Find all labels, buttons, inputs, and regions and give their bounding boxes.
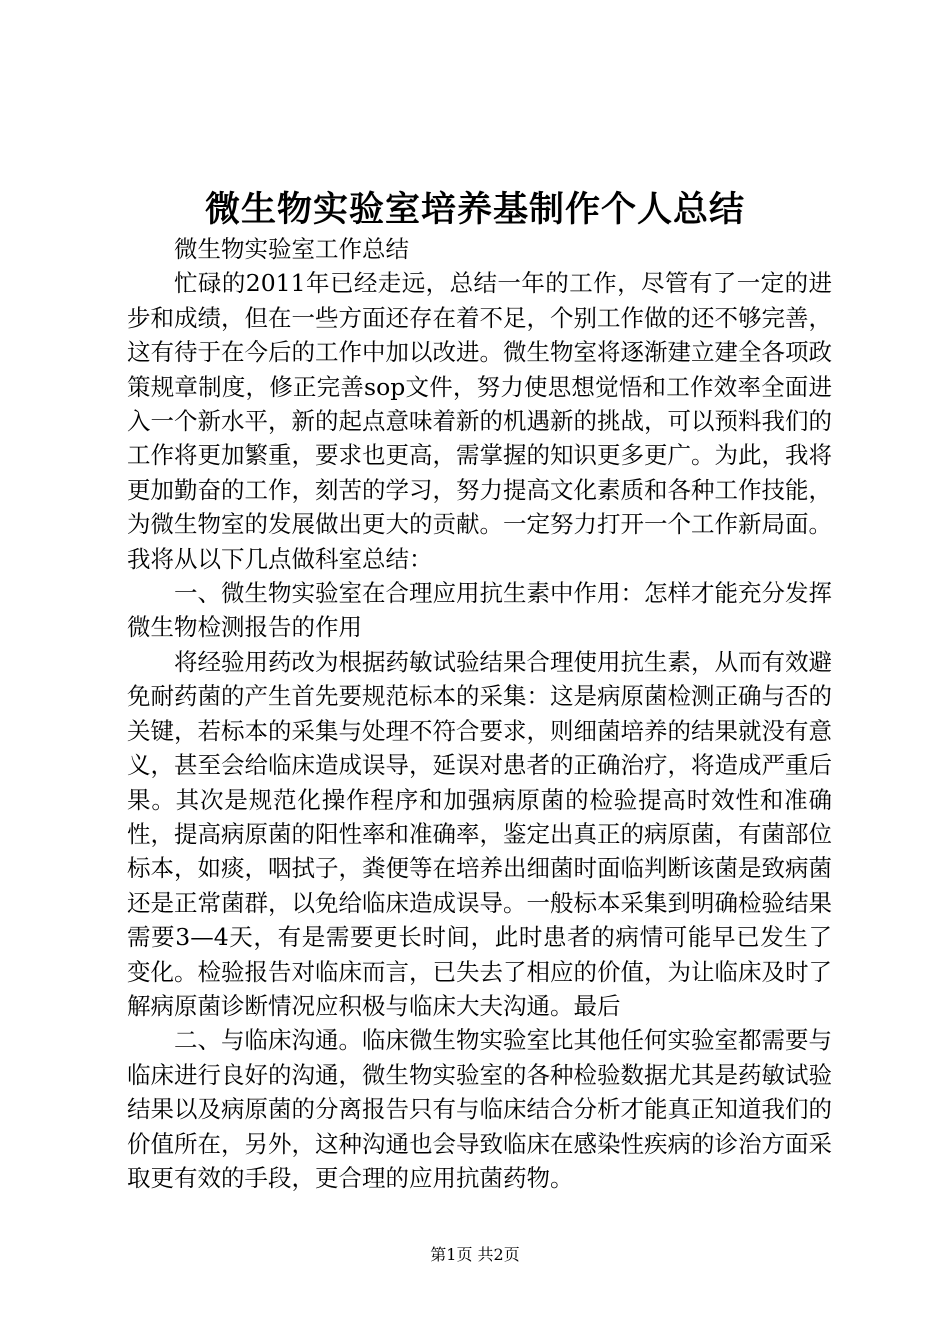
paragraph-section-one-heading: 一、微生物实验室在合理应用抗生素中作用：怎样才能充分发挥微生物检测报告的作用 — [127, 579, 832, 642]
page-number-footer: 第1页 共2页 — [430, 1245, 520, 1264]
document-title: 微生物实验室培养基制作个人总结 — [204, 189, 745, 230]
document-body — [127, 232, 832, 1195]
paragraph-section-one-body: 将经验用药改为根据药敏试验结果合理使用抗生素，从而有效避免耐药菌的产生首先要规范标本的采集：这是病原菌检测正确与否的关键，若标本的采集与处理不符合要求，则细菌培养的结果就没有意义，甚至会给临床造成误导，延误对患者的正确治疗，将造成严重后果。其次是规范化操作程序和加强病原菌的检验提高时效性和准确性，提高病原菌的阳性率和准确率，鉴定出真正的病原菌，有菌部位标本，如痰，咽拭子，粪便等在培养出细菌时面临判断该菌是致病菌还是正常菌群，以免给临床造成误导。一般标本采集到明确检验结果需要3—4天，有是需要更长时间，此时患者的病情可能早已发生了变化。检验报告对临床而言，已失去了相应的价值，为让临床及时了解病原菌诊断情况应积极与临床大夫沟通。最后 — [127, 647, 832, 1020]
paragraph-intro: 忙碌的2011年已经走远，总结一年的工作，尽管有了一定的进步和成绩，但在一些方面还存在着不足，个别工作做的还不够完善，这有待于在今后的工作中加以改进。微生物室将逐渐建立建全各项政策规章制度，修正完善sop文件，努力使思想觉悟和工作效率全面进入一个新水平，新的起点意味着新的机遇新的挑战，可以预料我们的工作将更加繁重，要求也更高，需掌握的知识更多更广。为此，我将更加勤奋的工作，刻苦的学习，努力提高文化素质和各种工作技能，为微生物室的发展做出更大的贡献。一定努力打开一个工作新局面。我将从以下几点做科室总结： — [127, 269, 832, 573]
paragraph-subtitle: 微生物实验室工作总结 — [174, 235, 409, 263]
paragraph-section-two: 二、与临床沟通。临床微生物实验室比其他任何实验室都需要与临床进行良好的沟通，微生物实验室的各种检验数据尤其是药敏试验结果以及病原菌的分离报告只有与临床结合分析才能真正知道我们的价值所在，另外，这种沟通也会导致临床在感染性疾病的诊治方面采取更有效的手段，更合理的应用抗菌药物。 — [127, 1026, 832, 1192]
